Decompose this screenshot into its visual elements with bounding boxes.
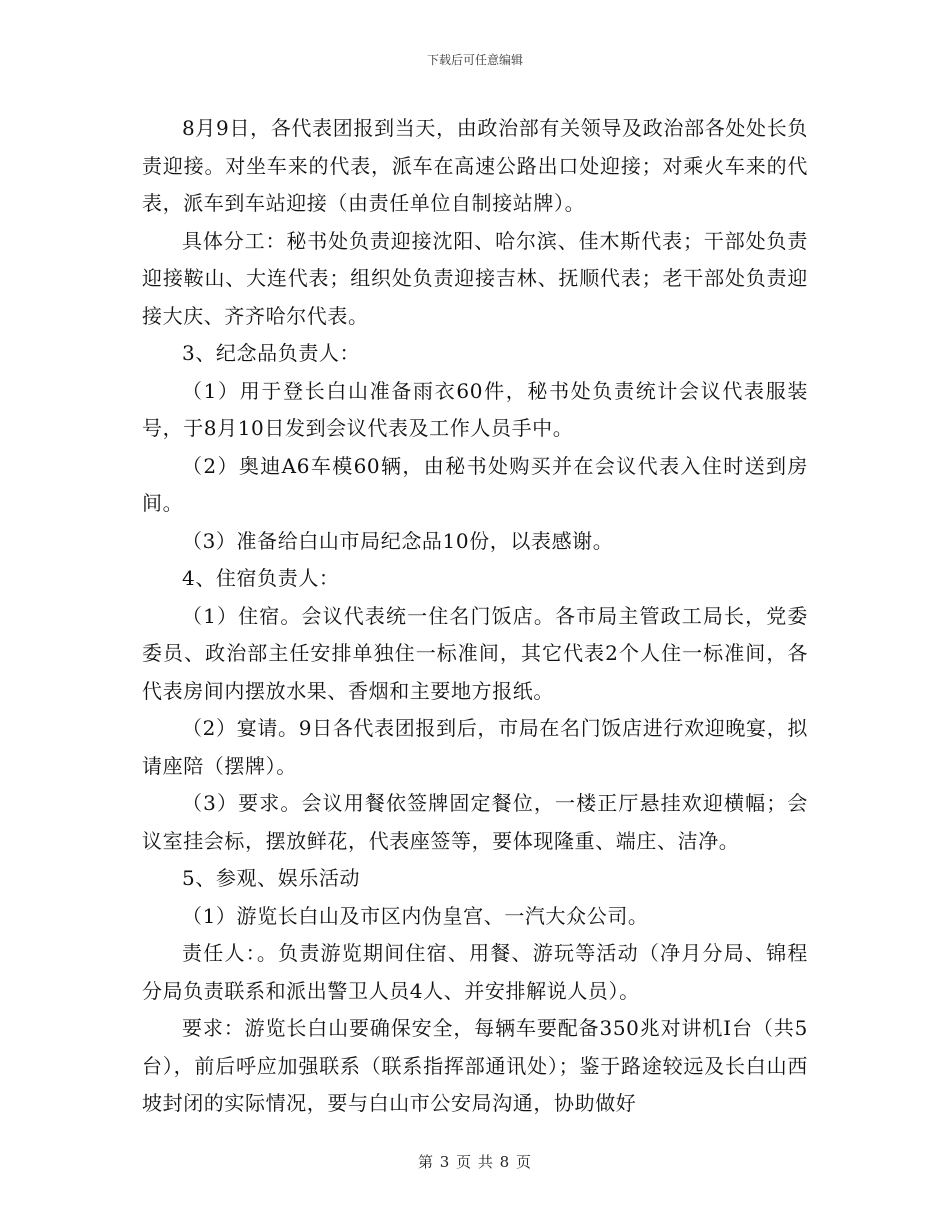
section-heading: 3、纪念品负责人： <box>182 341 361 365</box>
paragraph: 责任人：。负责游览期间住宿、用餐、游玩等活动（净月分局、锦程分局负责联系和派出警卫人员4人、并安排解说人员）。 <box>142 941 808 1003</box>
paragraph: （1）游览长白山及市区内伪皇宫、一汽大众公司。 <box>182 903 649 928</box>
section-heading: 5、参观、娱乐活动 <box>182 866 361 890</box>
paragraph: （3）准备给白山市局纪念品10份，以表感谢。 <box>182 528 614 553</box>
paragraph: 8月9日，各代表团报到当天，由政治部有关领导及政治部各处处长负责迎接。对坐车来的代表，派车在高速公路出口处迎接；对乘火车来的代表，派车到车站迎接（由责任单位自制接站牌）。 <box>142 116 808 215</box>
section-heading: 4、住宿负责人： <box>182 566 340 590</box>
document-body <box>142 110 808 1123</box>
paragraph: 要求：游览长白山要确保安全，每辆车要配备350兆对讲机Ⅰ台（共5台），前后呼应加强联系（联系指挥部通讯处）；鉴于路途较远及长白山西坡封闭的实际情况，要与白山市公安局沟通，协助做好 <box>142 1016 808 1115</box>
paragraph: （2）奥迪A6车模60辆，由秘书处购买并在会议代表入住时送到房间。 <box>142 453 808 515</box>
paragraph: （1）住宿。会议代表统一住名门饭店。各市局主管政工局长，党委委员、政治部主任安排单独住一标准间，其它代表2个人住一标准间，各代表房间内摆放水果、香烟和主要地方报纸。 <box>142 603 808 703</box>
paragraph: （1）用于登长白山准备雨衣60件，秘书处负责统计会议代表服装号，于8月10日发到会议代表及工作人员手中。 <box>142 378 808 440</box>
paragraph: （2）宴请。9日各代表团报到后，市局在名门饭店进行欢迎晚宴，拟请座陪（摆牌）。 <box>142 716 808 778</box>
page-number-footer: 第 3 页 共 8 页 <box>418 1153 532 1171</box>
page-header: 下载后可任意编辑 <box>426 53 523 67</box>
paragraph: 具体分工：秘书处负责迎接沈阳、哈尔滨、佳木斯代表；干部处负责迎接鞍山、大连代表；组织处负责迎接吉林、抚顺代表；老干部处负责迎接大庆、齐齐哈尔代表。 <box>142 228 808 328</box>
paragraph: （3）要求。会议用餐依签牌固定餐位，一楼正厅悬挂欢迎横幅；会议室挂会标，摆放鲜花，代表座签等，要体现隆重、端庄、洁净。 <box>142 791 808 853</box>
